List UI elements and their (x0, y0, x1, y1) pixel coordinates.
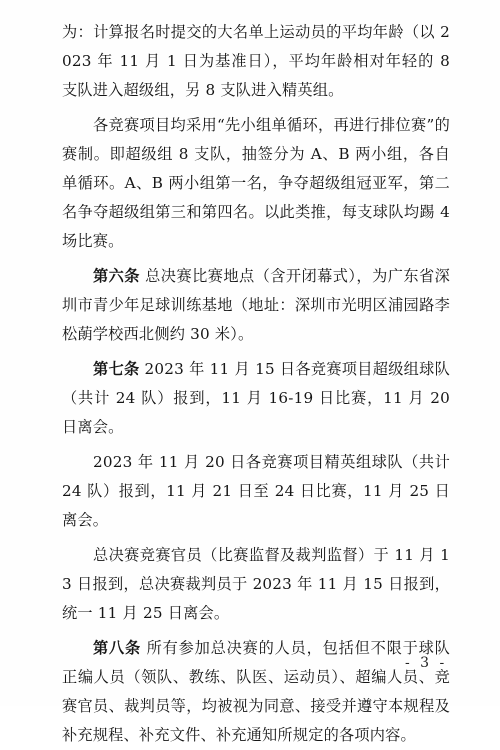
paragraph-text: 总决赛比赛地点（含开闭幕式），为广东省深圳市青少年足球训练基地（地址：深圳市光明区浦园路李松蓢学校西北侧约 30 米）。 (62, 267, 450, 343)
article-heading: 第八条 (93, 639, 141, 657)
document-body (62, 18, 450, 750)
page-number: - 3 - (405, 655, 448, 671)
paragraph-text: 为：计算报名时提交的大名单上运动员的平均年龄（以 2023 年 11 月 1 日为基准日），平均年龄相对年轻的 8 支队进入超级组，另 8 支队进入精英组。 (62, 23, 450, 99)
paragraph-competition-format (62, 111, 450, 256)
article-six (62, 262, 450, 349)
paragraph-text: 2023 年 11 月 15 日各竞赛项目超级组球队（共计 24 队）报到，11 月 16-19 日比赛，11 月 20 日离会。 (62, 360, 451, 436)
paragraph-official-schedule (62, 541, 450, 628)
paragraph-elite-schedule (62, 448, 450, 535)
article-seven (62, 355, 450, 442)
paragraph-text: 2023 年 11 月 20 日各竞赛项目精英组球队（共计 24 队）报到，11 月 21 日至 24 日比赛，11 月 25 日离会。 (62, 453, 450, 529)
article-eight (62, 634, 450, 750)
article-heading: 第七条 (93, 360, 140, 378)
paragraph-text: 总决赛竞赛官员（比赛监督及裁判监督）于 11 月 13 日报到，总决赛裁判员于 2023 年 11 月 15 日报到，统一 11 月 25 日离会。 (62, 546, 450, 622)
paragraph-text: 各竞赛项目均采用“先小组单循环，再进行排位赛”的赛制。即超级组 8 支队，抽签分为 A、B 两小组，各自单循环。A、B 两小组第一名，争夺超级组冠亚军，第二名争夺超级组第三和第四名。以此类推，每支球队均踢 4 场比赛。 (62, 116, 450, 250)
article-heading: 第六条 (93, 267, 140, 285)
paragraph-age-grouping (62, 18, 450, 105)
paragraph-text: 所有参加总决赛的人员，包括但不限于球队正编人员（领队、教练、队医、运动员）、超编人员、竞赛官员、裁判员等，均被视为同意、接受并遵守本规程及补充规程、补充文件、补充通知所规定的各项内容。 (62, 639, 450, 744)
